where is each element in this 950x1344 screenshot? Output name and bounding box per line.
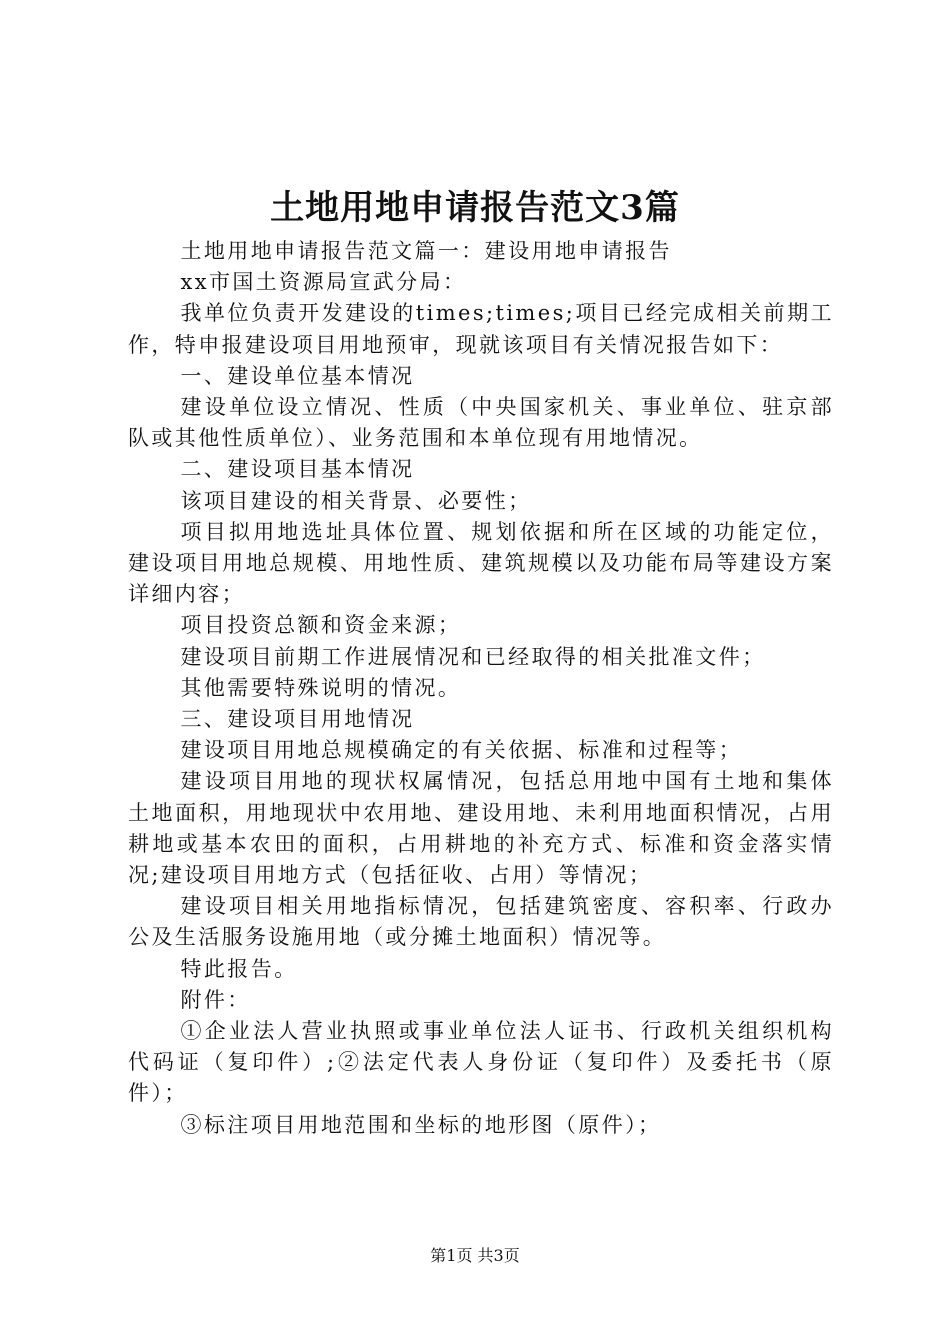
paragraph: 建设项目用地的现状权属情况，包括总用地中国有土地和集体土地面积，用地现状中农用地、建设用地、未利用地面积情况，占用耕地或基本农田的面积，占用耕地的补充方式、标准和资金落实情况;建设项目用地方式（包括征收、占用）等情况； xyxy=(128,769,834,888)
document-title: 土地用地申请报告范文3篇 xyxy=(270,188,680,228)
attachment-item: ③标注项目用地范围和坐标的地形图（原件）； xyxy=(180,1112,662,1137)
page-footer: 第1页 共3页 xyxy=(430,1246,520,1265)
paragraph: 建设项目用地总规模确定的有关依据、标准和过程等； xyxy=(180,738,743,763)
section-heading-1: 一、建设单位基本情况 xyxy=(180,363,415,388)
section-heading-3: 三、建设项目用地情况 xyxy=(180,707,415,732)
paragraph: 项目投资总额和资金来源； xyxy=(180,613,462,638)
section-heading-2: 二、建设项目基本情况 xyxy=(180,457,415,482)
paragraph-subtitle: 土地用地申请报告范文篇一：建设用地申请报告 xyxy=(180,239,672,263)
paragraph: 项目拟用地选址具体位置、规划依据和所在区域的功能定位，建设项目用地总规模、用地性质、建筑规模以及功能布局等建设方案详细内容； xyxy=(128,519,834,607)
document-body xyxy=(128,236,834,1141)
paragraph: 该项目建设的相关背景、必要性； xyxy=(180,488,532,513)
paragraph: 其他需要特殊说明的情况。 xyxy=(180,675,462,700)
paragraph-addressee: xx市国土资源局宣武分局： xyxy=(180,270,467,295)
paragraph: 建设项目前期工作进展情况和已经取得的相关批准文件； xyxy=(180,644,766,669)
attachment-item: ①企业法人营业执照或事业单位法人证书、行政机关组织机构代码证（复印件）;②法定代表人身份证（复印件）及委托书（原件）； xyxy=(128,1019,834,1106)
attachments-label: 附件： xyxy=(180,987,251,1012)
paragraph-closing: 特此报告。 xyxy=(180,956,298,981)
paragraph-intro: 我单位负责开发建设的times;times;项目已经完成相关前期工作，特申报建设项目用地预审，现就该项目有关情况报告如下： xyxy=(128,301,834,357)
paragraph: 建设项目相关用地指标情况，包括建筑密度、容积率、行政办公及生活服务设施用地（或分摊土地面积）情况等。 xyxy=(128,894,834,950)
paragraph: 建设单位设立情况、性质（中央国家机关、事业单位、驻京部队或其他性质单位）、业务范围和本单位现有用地情况。 xyxy=(128,395,834,451)
